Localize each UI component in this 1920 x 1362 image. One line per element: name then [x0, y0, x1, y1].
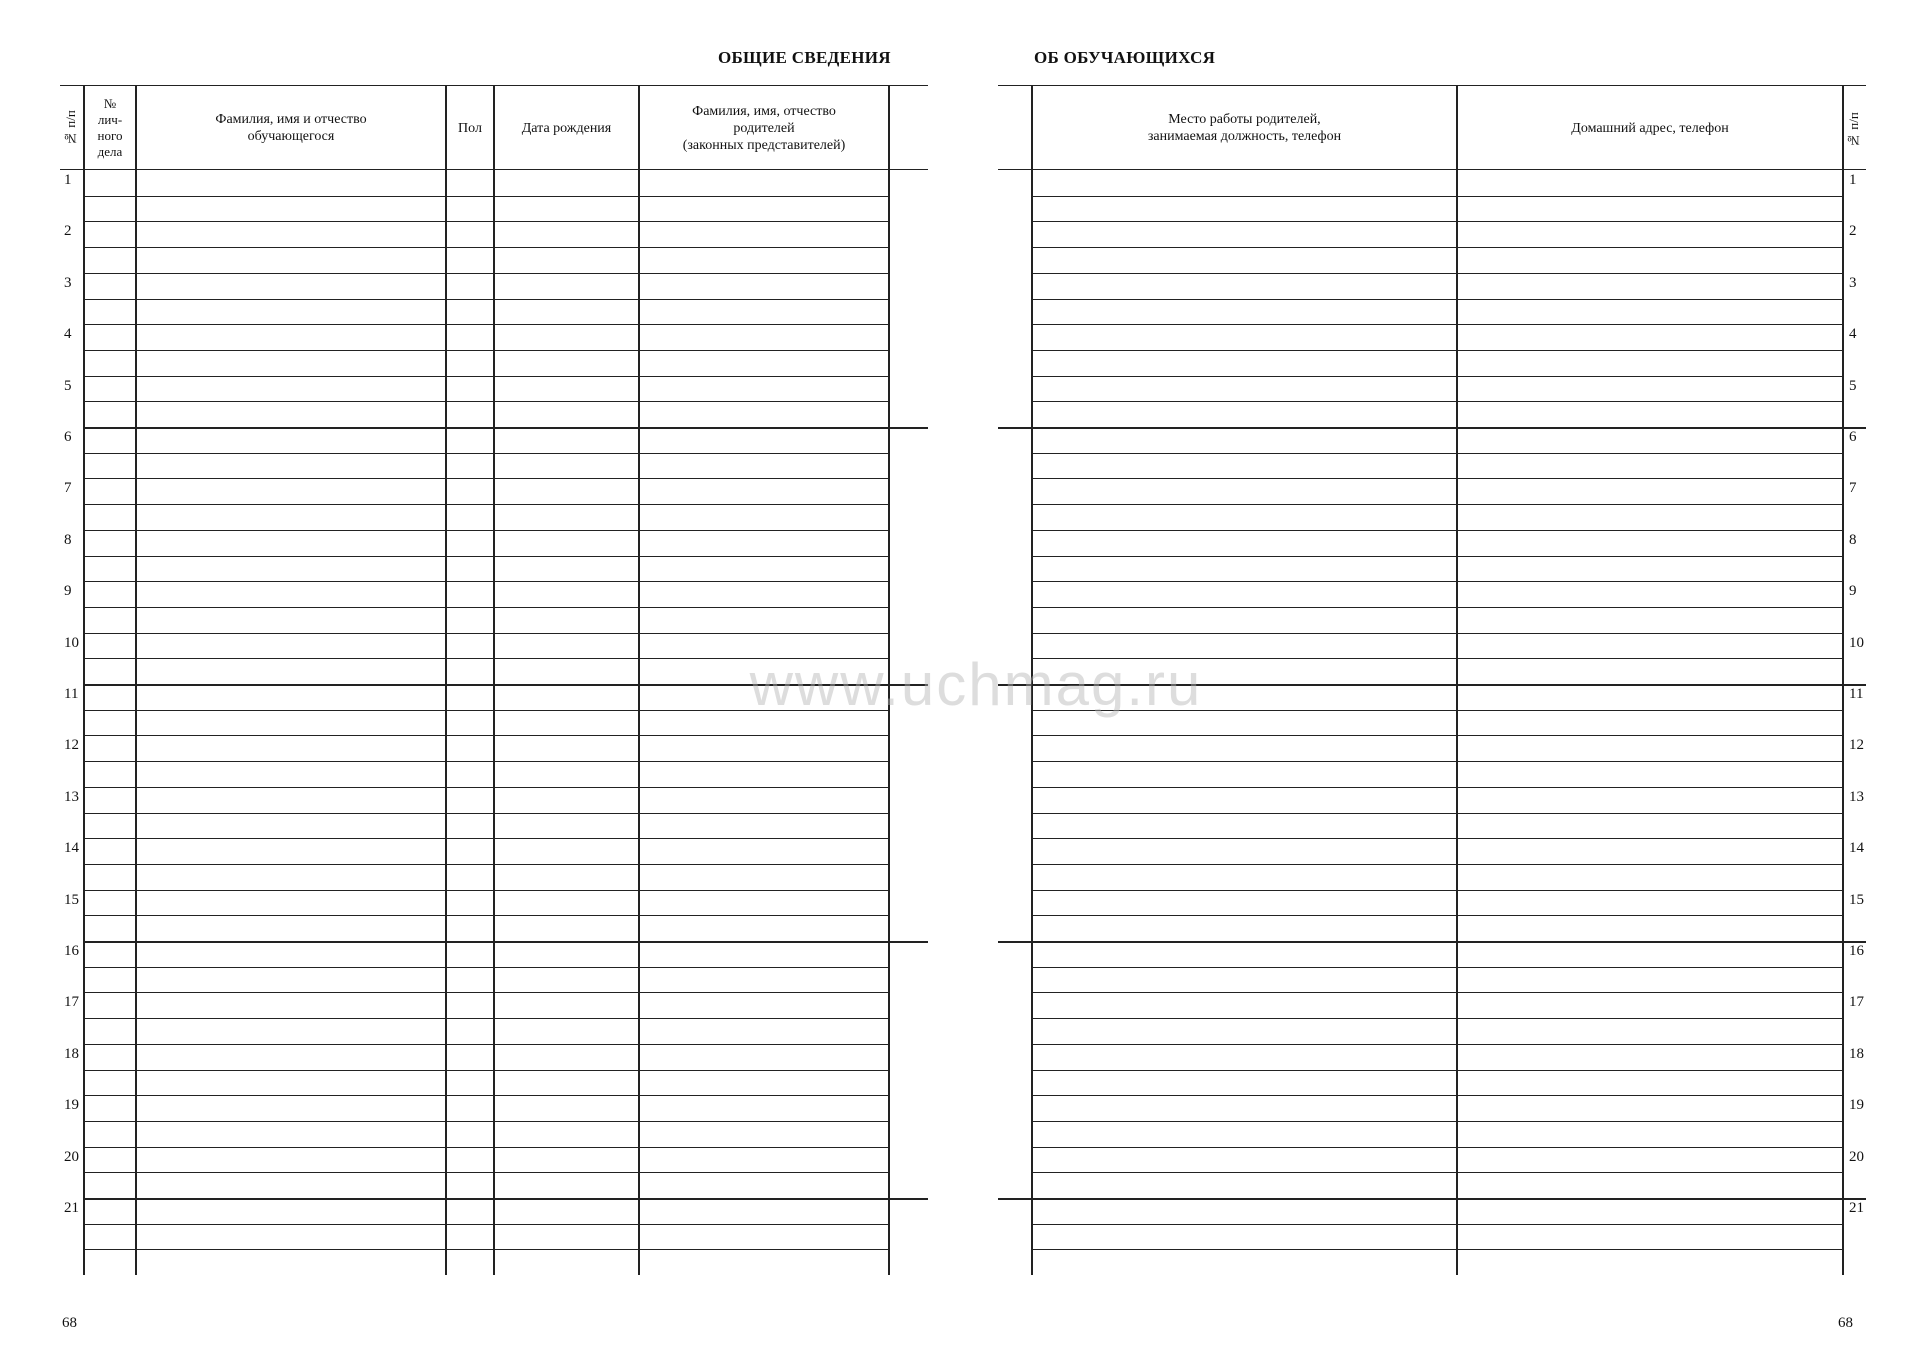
right-row-number: 19 [1849, 1097, 1864, 1113]
watermark: www.uchmag.ru [749, 651, 1203, 718]
section-title-right: ОБ ОБУЧАЮЩИХСЯ [1034, 48, 1216, 67]
right-header-parents-work [1033, 90, 1456, 166]
right-row-number: 9 [1849, 583, 1857, 599]
right-row-line [1031, 376, 1844, 377]
left-row-number: 2 [64, 223, 72, 239]
parents-header-line: родителей [733, 120, 795, 136]
right-header-bottom-border [998, 169, 1866, 170]
left-header-num: № п/п [63, 110, 78, 146]
right-row-line [1031, 350, 1844, 351]
left-row-line [83, 813, 889, 814]
left-row-line [83, 324, 889, 325]
left-col-divider [83, 85, 85, 1275]
left-col-divider [638, 85, 640, 1275]
right-row-line [1031, 1224, 1844, 1225]
left-row-number: 15 [64, 892, 79, 908]
left-row-line [83, 530, 889, 531]
right-row-line [1031, 401, 1844, 402]
left-row-line [83, 1121, 889, 1122]
right-row-line [1031, 813, 1844, 814]
right-row-number: 5 [1849, 378, 1857, 394]
right-row-line [1031, 581, 1844, 582]
left-row-number: 21 [64, 1200, 79, 1216]
left-row-line [83, 915, 889, 916]
right-row-line [1031, 787, 1844, 788]
right-row-number: 18 [1849, 1046, 1864, 1062]
left-group-divider [83, 941, 928, 943]
left-row-line [83, 453, 889, 454]
left-col-divider [493, 85, 495, 1275]
right-row-number: 14 [1849, 840, 1864, 856]
left-row-line [83, 581, 889, 582]
left-row-line [83, 401, 889, 402]
left-header-file-number [85, 90, 135, 166]
right-row-line [1031, 838, 1844, 839]
page-number-left: 68 [62, 1315, 77, 1331]
left-row-line [83, 196, 889, 197]
left-row-number: 18 [64, 1046, 79, 1062]
right-col-divider [1842, 85, 1844, 1275]
right-row-line [1031, 504, 1844, 505]
left-row-line [83, 607, 889, 608]
right-row-line [1031, 196, 1844, 197]
file-header-line: дела [97, 144, 123, 159]
right-row-line [1031, 1121, 1844, 1122]
student-header-line: обучающегося [247, 129, 335, 144]
left-group-divider [83, 427, 928, 429]
left-row-number: 6 [64, 429, 72, 445]
parents-header-line: (законных представителей) [682, 137, 846, 153]
left-header-sex: Пол [458, 120, 482, 136]
right-group-divider [998, 1198, 1866, 1200]
right-row-number: 20 [1849, 1149, 1864, 1165]
left-row-number: 7 [64, 480, 72, 496]
right-row-line [1031, 1070, 1844, 1071]
right-table-top-border [998, 85, 1866, 86]
left-row-number: 11 [64, 686, 79, 702]
right-row-line [1031, 273, 1844, 274]
left-row-line [83, 1224, 889, 1225]
left-row-number: 8 [64, 532, 72, 548]
right-row-number: 10 [1849, 635, 1864, 651]
work-header-line: занимаемая должность, телефон [1147, 129, 1342, 144]
file-header-line: лич- [97, 112, 123, 127]
left-row-number: 1 [64, 172, 72, 188]
section-title-left: ОБЩИЕ СВЕДЕНИЯ [718, 48, 891, 67]
left-header-student-name [137, 90, 445, 166]
left-row-number: 19 [64, 1097, 79, 1113]
right-row-line [1031, 247, 1844, 248]
right-row-number: 3 [1849, 275, 1857, 291]
left-col-divider [135, 85, 137, 1275]
file-header-line: № [103, 96, 117, 111]
right-row-number: 12 [1849, 737, 1864, 753]
right-row-line [1031, 992, 1844, 993]
left-row-line [83, 1044, 889, 1045]
left-row-line [83, 838, 889, 839]
right-header-address: Домашний адрес, телефон [1571, 120, 1729, 136]
left-row-line [83, 633, 889, 634]
right-row-number: 2 [1849, 223, 1857, 239]
right-col-divider [1456, 85, 1458, 1275]
right-row-number: 15 [1849, 892, 1864, 908]
left-row-number: 4 [64, 326, 72, 342]
left-row-line [83, 504, 889, 505]
left-col-divider [445, 85, 447, 1275]
right-row-line [1031, 1095, 1844, 1096]
left-row-line [83, 1147, 889, 1148]
left-row-line [83, 221, 889, 222]
student-header-line: Фамилия, имя и отчество [215, 112, 367, 127]
right-row-number: 1 [1849, 172, 1857, 188]
left-row-number: 3 [64, 275, 72, 291]
left-row-number: 20 [64, 1149, 79, 1165]
left-row-line [83, 247, 889, 248]
left-row-line [83, 556, 889, 557]
left-row-line [83, 761, 889, 762]
left-row-line [83, 890, 889, 891]
right-row-line [1031, 864, 1844, 865]
file-header-line: ного [97, 128, 123, 143]
right-row-number: 17 [1849, 994, 1864, 1010]
right-row-line [1031, 915, 1844, 916]
left-row-line [83, 273, 889, 274]
left-row-number: 9 [64, 583, 72, 599]
left-row-number: 10 [64, 635, 79, 651]
left-row-number: 13 [64, 789, 79, 805]
right-row-line [1031, 1018, 1844, 1019]
work-header-line: Место работы родителей, [1168, 112, 1321, 127]
right-group-divider [998, 427, 1866, 429]
left-row-line [83, 864, 889, 865]
right-row-line [1031, 1147, 1844, 1148]
right-row-line [1031, 221, 1844, 222]
right-row-line [1031, 530, 1844, 531]
right-row-line [1031, 556, 1844, 557]
left-row-line [83, 299, 889, 300]
left-row-number: 17 [64, 994, 79, 1010]
right-row-line [1031, 967, 1844, 968]
right-group-divider [998, 941, 1866, 943]
right-row-number: 6 [1849, 429, 1857, 445]
left-row-line [83, 1249, 889, 1250]
left-row-line [83, 478, 889, 479]
left-row-line [83, 1095, 889, 1096]
right-row-line [1031, 890, 1844, 891]
right-row-line [1031, 633, 1844, 634]
right-row-number: 8 [1849, 532, 1857, 548]
right-row-number: 21 [1849, 1200, 1864, 1216]
left-row-line [83, 735, 889, 736]
right-row-line [1031, 1249, 1844, 1250]
left-row-number: 12 [64, 737, 79, 753]
left-row-line [83, 992, 889, 993]
left-row-line [83, 1172, 889, 1173]
left-row-line [83, 1018, 889, 1019]
right-row-number: 13 [1849, 789, 1864, 805]
right-row-line [1031, 607, 1844, 608]
right-row-line [1031, 299, 1844, 300]
right-row-line [1031, 324, 1844, 325]
parents-header-line: Фамилия, имя, отчество [692, 103, 836, 119]
right-row-number: 11 [1849, 686, 1864, 702]
left-header-birth-date: Дата рождения [521, 120, 612, 136]
page-number-right: 68 [1838, 1315, 1853, 1331]
left-row-line [83, 967, 889, 968]
left-group-divider [83, 1198, 928, 1200]
left-row-line [83, 376, 889, 377]
right-row-line [1031, 1044, 1844, 1045]
right-row-number: 16 [1849, 943, 1864, 959]
left-header-parents-name [640, 90, 888, 166]
right-row-line [1031, 453, 1844, 454]
left-row-number: 5 [64, 378, 72, 394]
left-row-line [83, 350, 889, 351]
left-row-line [83, 1070, 889, 1071]
right-row-line [1031, 735, 1844, 736]
right-row-number: 4 [1849, 326, 1857, 342]
right-row-line [1031, 478, 1844, 479]
left-row-number: 14 [64, 840, 79, 856]
right-header-num: № п/п [1846, 112, 1861, 148]
right-row-line [1031, 761, 1844, 762]
left-row-line [83, 787, 889, 788]
right-row-line [1031, 1172, 1844, 1173]
left-row-number: 16 [64, 943, 79, 959]
right-row-number: 7 [1849, 480, 1857, 496]
